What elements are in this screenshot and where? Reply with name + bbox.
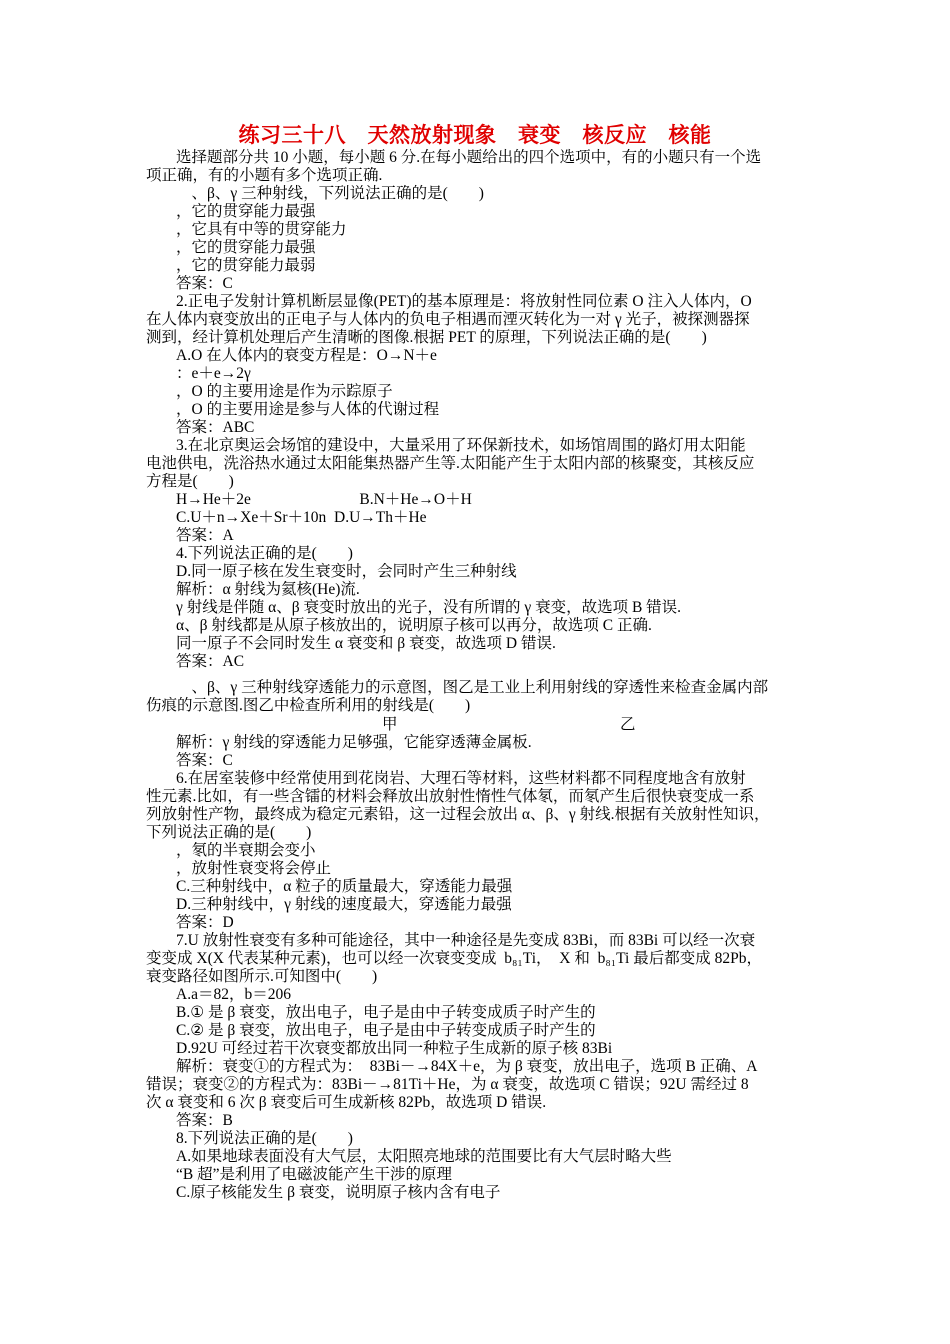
text-line: 项正确，有的小题有多个选项正确. — [146, 167, 383, 184]
text-line: 、β、γ 三种射线穿透能力的示意图，图乙是工业上利用射线的穿透性来检查金属内部 — [176, 679, 769, 696]
text-line: 电池供电，洗浴热水通过太阳能集热器产生等.太阳能产生于太阳内部的核聚变，其核反应 — [146, 455, 755, 472]
text-line: 答案：C — [176, 275, 233, 292]
text-line: 错误；衰变②的方程式为：83Bi－→81Ti＋He，为 α 衰变，故选项 C 错误；92U 需经过 8 — [146, 1076, 749, 1093]
text-line: 答案：B — [176, 1112, 233, 1129]
text-line: ，它的贯穿能力最强 — [176, 203, 316, 220]
figure-label-jia: 甲 — [382, 716, 398, 733]
text-line: ，氡的半衰期会变小 — [176, 842, 316, 859]
text-line: 测到，经计算机处理后产生清晰的图像.根据 PET 的原理，下列说法正确的是( ) — [146, 329, 707, 346]
text-line: 4.下列说法正确的是( ) — [176, 545, 353, 562]
text-line: C.② 是 β 衰变，放出电子，电子是由中子转变成质子时产生的 — [176, 1022, 596, 1039]
text-line: C.U＋n→Xe＋Sr＋10n D.U→Th＋He — [176, 509, 427, 526]
page-title: 练习三十八 天然放射现象 衰变 核反应 核能 — [238, 123, 712, 147]
text-line: α、β 射线都是从原子核放出的，说明原子核可以再分，故选项 C 正确. — [176, 617, 652, 634]
text-line: B.① 是 β 衰变，放出电子，电子是由中子转变成质子时产生的 — [176, 1004, 596, 1021]
text-line: D.三种射线中，γ 射线的速度最大，穿透能力最强 — [176, 896, 512, 913]
figure-label-yi: 乙 — [620, 716, 636, 733]
text-line: H→He＋2e B.N＋He→O＋H — [176, 491, 472, 508]
text-line: A.O 在人体内的衰变方程是：O→N＋e — [176, 347, 437, 364]
text-line: 衰变路径如图所示.可知图中( ) — [146, 968, 378, 985]
text-line: C.三种射线中，α 粒子的质量最大，穿透能力最强 — [176, 878, 513, 895]
text-line: 答案：ABC — [176, 419, 255, 436]
text-line: ，它具有中等的贯穿能力 — [176, 221, 347, 238]
text-line: 答案：C — [176, 752, 233, 769]
text-line: 8.下列说法正确的是( ) — [176, 1130, 353, 1147]
text-line: C.原子核能发生 β 衰变，说明原子核内含有电子 — [176, 1184, 501, 1201]
text-line: 6.在居室装修中经常使用到花岗岩、大理石等材料，这些材料都不同程度地含有放射 — [176, 770, 746, 787]
text-line: 同一原子不会同时发生 α 衰变和 β 衰变，故选项 D 错误. — [176, 635, 556, 652]
text-line: A.如果地球表面没有大气层，太阳照亮地球的范围要比有大气层时略大些 — [176, 1148, 672, 1165]
text-line: 列放射性产物，最终成为稳定元素铅，这一过程会放出 α、β、γ 射线.根据有关放射性知识， — [146, 806, 770, 823]
text-line: 选择题部分共 10 小题，每小题 6 分.在每小题给出的四个选项中，有的小题只有一个选 — [176, 149, 762, 166]
text-line: 答案：AC — [176, 653, 245, 670]
text-line: D.同一原子核在发生衰变时，会同时产生三种射线 — [176, 563, 517, 580]
text-line: 答案：D — [176, 914, 234, 931]
text-line: 性元素.比如，有一些含镭的材料会释放出放射性惰性气体氡，而氡产生后很快衰变成一系 — [146, 788, 755, 805]
text-line: ，O 的主要用途是作为示踪原子 — [176, 383, 393, 400]
text-line: 、β、γ 三种射线，下列说法正确的是( ) — [176, 185, 484, 202]
text-line: A.a＝82，b＝206 — [176, 986, 291, 1003]
text-line: D.92U 可经过若干次衰变都放出同一种粒子生成新的原子核 83Bi — [176, 1040, 613, 1057]
text-line: “B 超”是利用了电磁波能产生干涉的原理 — [176, 1166, 452, 1183]
text-line: γ 射线是伴随 α、β 衰变时放出的光子，没有所谓的 γ 衰变，故选项 B 错误. — [176, 599, 682, 616]
text-line: 解析：γ 射线的穿透能力足够强，它能穿透薄金属板. — [176, 734, 532, 751]
text-line: 方程是( ) — [146, 473, 234, 490]
text-line: 7.U 放射性衰变有多种可能途径，其中一种途径是先变成 83Bi，而 83Bi 可以经一次衰 — [176, 932, 756, 949]
text-line: 下列说法正确的是( ) — [146, 824, 312, 841]
text-line: ，它的贯穿能力最弱 — [176, 257, 316, 274]
text-line: ，放射性衰变将会停止 — [176, 860, 332, 877]
text-line: 解析：衰变①的方程式为： 83Bi－→84X＋e，为 β 衰变，放出电子，选项 B 正确、A — [176, 1058, 758, 1075]
text-line: 伤痕的示意图.图乙中检查所利用的射线是( ) — [146, 697, 471, 714]
text-line: ：e＋e→2γ — [176, 365, 251, 382]
text-line: 解析：α 射线为氦核(He)流. — [176, 581, 360, 598]
text-line: ，它的贯穿能力最强 — [176, 239, 316, 256]
text-line: ，O 的主要用途是参与人体的代谢过程 — [176, 401, 440, 418]
text-line: 答案：A — [176, 527, 234, 544]
text-line: 次 α 衰变和 6 次 β 衰变后可生成新核 82Pb，故选项 D 错误. — [146, 1094, 547, 1111]
text-line: 3.在北京奥运会场馆的建设中，大量采用了环保新技术，如场馆周围的路灯用太阳能 — [176, 437, 746, 454]
text-line: 在人体内衰变放出的正电子与人体内的负电子相遇而湮灭转化为一对 γ 光子，被探测器探 — [146, 311, 750, 328]
text-line: 变变成 X(X 代表某种元素)，也可以经一次衰变变成 b₈₁Ti， X 和 b₈₁Ti 最后都变成 82Pb， — [146, 950, 762, 967]
text-line: 2.正电子发射计算机断层显像(PET)的基本原理是：将放射性同位素 O 注入人体内，O — [176, 293, 752, 310]
